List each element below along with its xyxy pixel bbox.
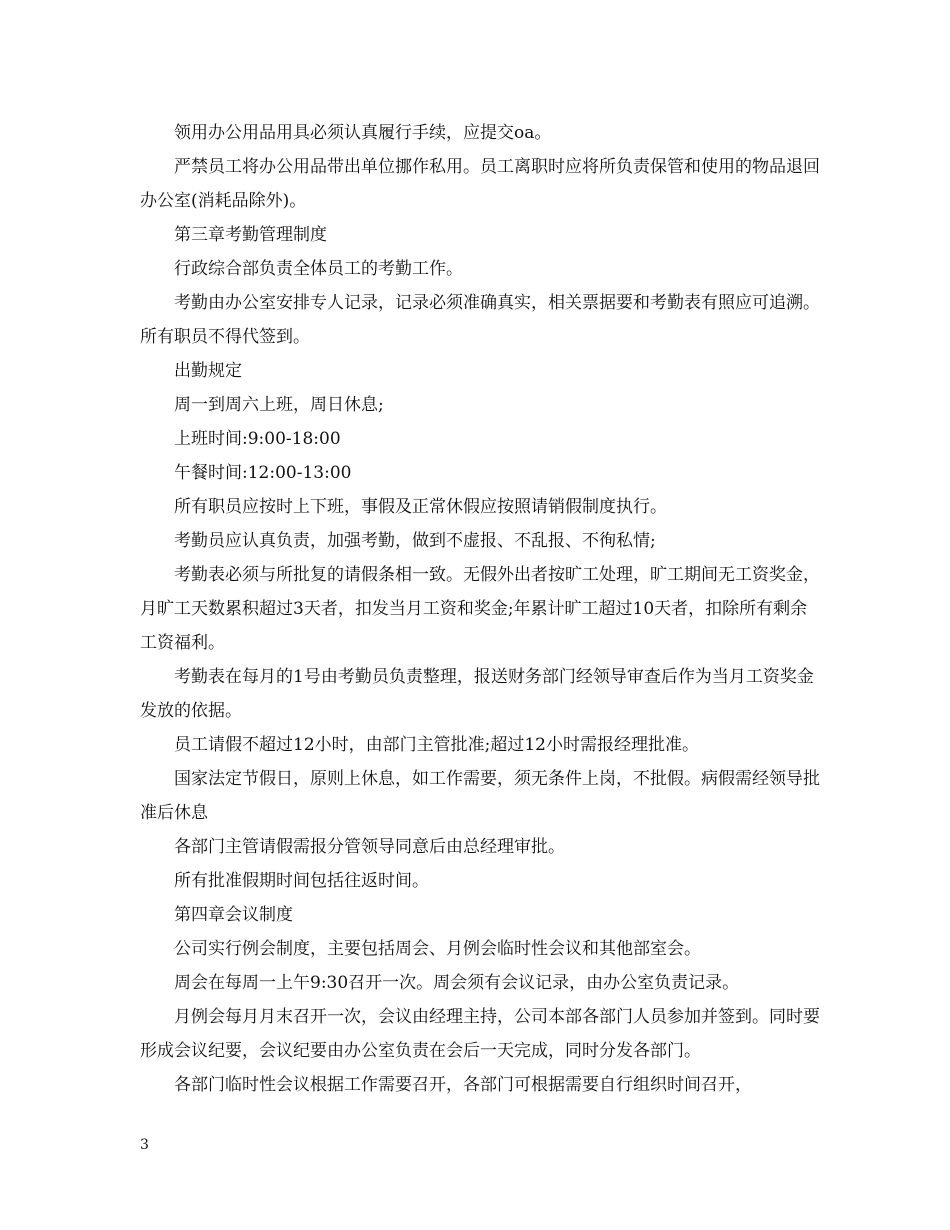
- paragraph-office-supplies-return: 严禁员工将办公用品带出单位挪作私用。员工离职时应将所负责保管和使用的物品退回办公室(消耗品除外)。: [140, 157, 820, 211]
- chapter-heading-attendance: 第三章考勤管理制度: [174, 225, 327, 245]
- paragraph-attendance-responsibility: 行政综合部负责全体员工的考勤工作。: [174, 259, 463, 279]
- paragraph-work-days: 周一到周六上班，周日休息;: [174, 395, 384, 415]
- paragraph-absence-penalty: 考勤表必须与所批复的请假条相一致。无假外出者按旷工处理，旷工期间无工资奖金，月旷工天数累积超过3天者，扣发当月工资和奖金;年累计旷工超过10天者，扣除所有剩余工资福利。: [140, 565, 820, 653]
- chapter-heading-meetings: 第四章会议制度: [174, 905, 293, 925]
- paragraph-punctuality: 所有职员应按时上下班，事假及正常休假应按照请销假制度执行。: [174, 497, 667, 517]
- paragraph-work-hours: 上班时间:9:00-18:00: [174, 429, 341, 449]
- paragraph-public-holidays: 国家法定节假日，原则上休息，如工作需要，须无条件上岗，不批假。病假需经领导批准后休息: [140, 769, 820, 823]
- paragraph-attendance-record: 考勤由办公室安排专人记录，记录必须准确真实，相关票据要和考勤表有照应可追溯。所有职员不得代签到。: [140, 293, 820, 347]
- paragraph-office-supplies-procedure: 领用办公用品用具必须认真履行手续，应提交oa。: [174, 123, 552, 143]
- paragraph-monthly-attendance-report: 考勤表在每月的1号由考勤员负责整理，报送财务部门经领导审查后作为当月工资奖金发放的依据。: [140, 667, 814, 721]
- paragraph-weekly-meeting: 周会在每周一上午9:30召开一次。周会须有会议记录，由办公室负责记录。: [174, 973, 740, 993]
- paragraph-leave-travel-time: 所有批准假期时间包括往返时间。: [174, 871, 429, 891]
- paragraph-temporary-meetings: 各部门临时性会议根据工作需要召开，各部门可根据需要自行组织时间召开，: [174, 1075, 752, 1095]
- paragraph-manager-leave: 各部门主管请假需报分管领导同意后由总经理审批。: [174, 837, 565, 857]
- paragraph-leave-approval: 员工请假不超过12小时，由部门主管批准;超过12小时需报经理批准。: [174, 735, 699, 755]
- section-heading-attendance-rules: 出勤规定: [174, 361, 242, 381]
- paragraph-attendance-officer: 考勤员应认真负责，加强考勤，做到不虚报、不乱报、不徇私情;: [174, 531, 656, 551]
- document-body: [140, 116, 820, 1102]
- paragraph-meeting-system: 公司实行例会制度，主要包括周会、月例会临时性会议和其他部室会。: [174, 939, 701, 959]
- page-number: 3: [140, 1137, 149, 1153]
- paragraph-lunch-hours: 午餐时间:12:00-13:00: [174, 463, 352, 483]
- paragraph-monthly-meeting: 月例会每月月末召开一次，会议由经理主持，公司本部各部门人员参加并签到。同时要形成会议纪要，会议纪要由办公室负责在会后一天完成，同时分发各部门。: [140, 1007, 820, 1061]
